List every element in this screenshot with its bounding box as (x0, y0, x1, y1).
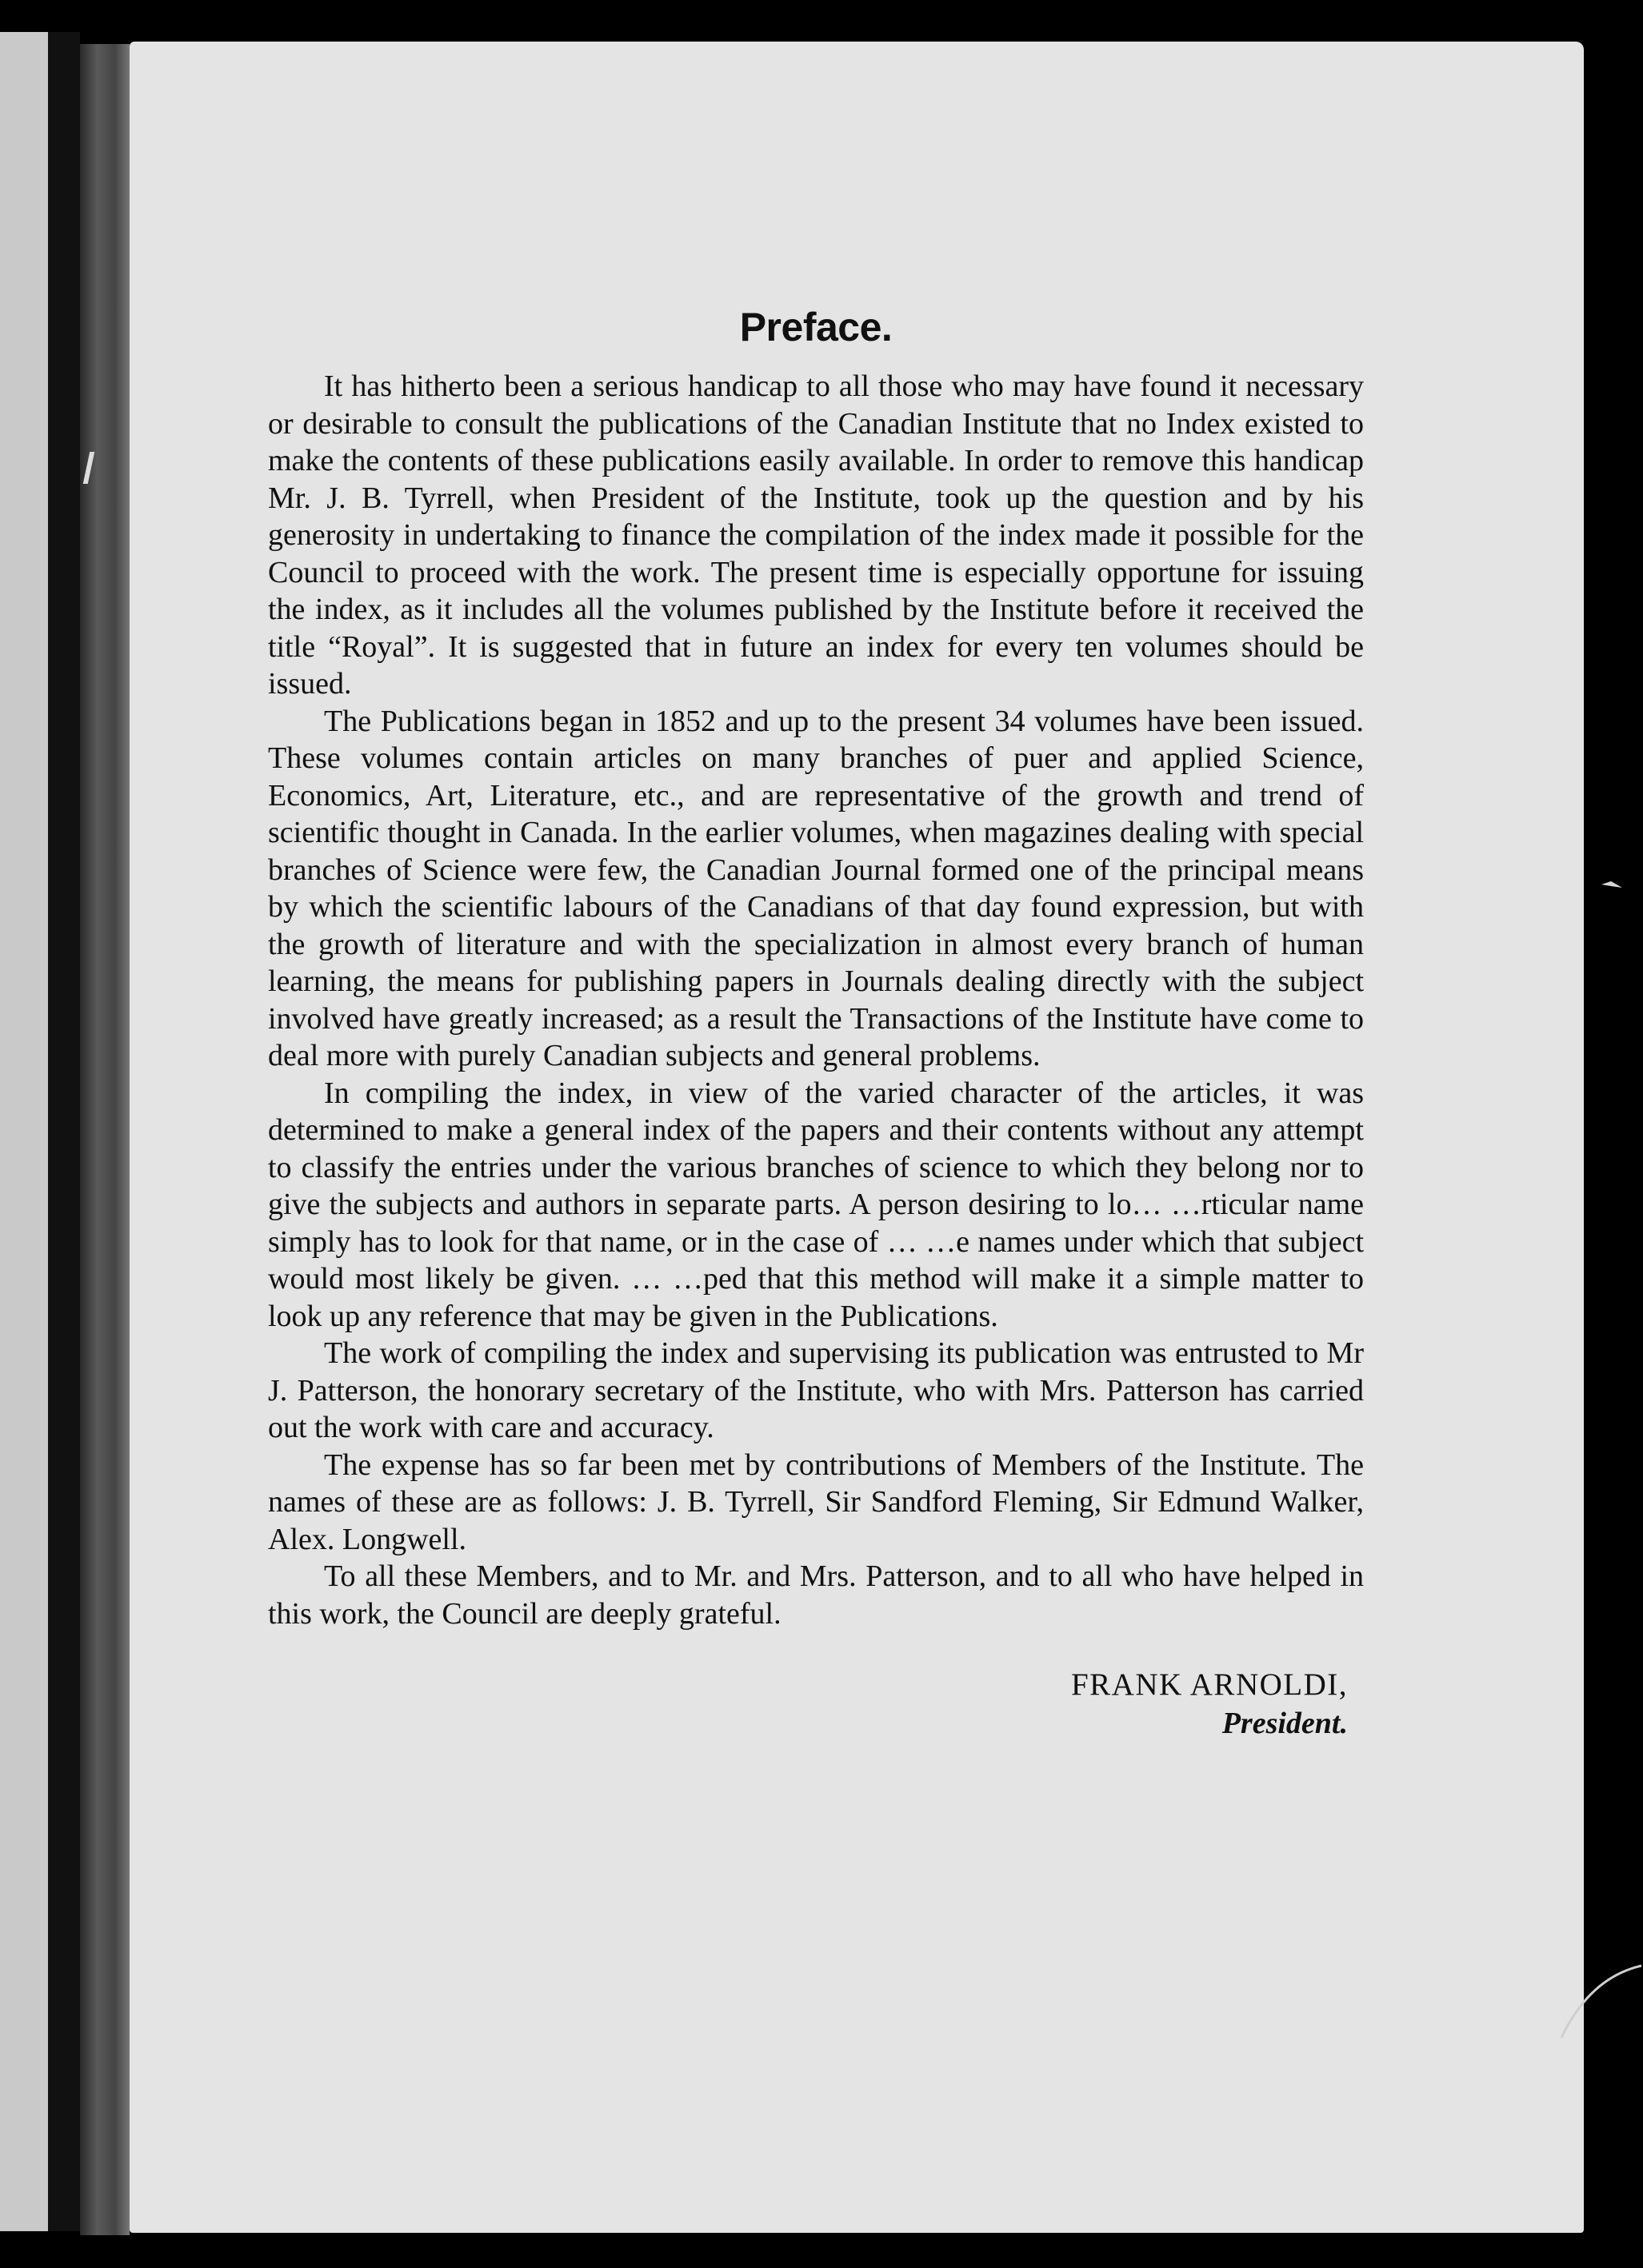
scan-artifact-mark (1600, 880, 1624, 889)
paragraph: To all these Members, and to Mr. and Mrs. Patterson, and to all who have helped in this work, the Council are deeply grateful. (268, 1559, 1364, 1631)
facing-page-edge (0, 32, 48, 2231)
book-binding (80, 44, 130, 2235)
preface-content (268, 304, 1364, 1743)
scan-artifact-curve (1560, 1959, 1643, 2039)
paragraph: The expense has so far been met by contributions of Members of the Institute. The names of these are as follows: J. B. Tyrrell, Sir Sandford Fleming, Sir Edmund Walker, Alex. Longwell. (268, 1447, 1364, 1556)
paragraph: The Publications began in 1852 and up to the present 34 volumes have been issued. These volumes contain articles on many branches of puer and applied Science, Economics, Art, Literature, etc., and are representative of the growth and trend of scientific thought in Canada. In the earlier volumes, when magazines dealing with special branches of Science were few, the Canadian Journal formed one of the principal means by which the scientific labours of the Canadians of that day found expression, but with the growth of literature and with the specialization in almost every branch of human learning, the means for publishing papers in Journals dealing directly with the subject involved have greatly increased; as a result the Transactions of the Institute have come to deal more with purely Canadian subjects and general problems. (268, 704, 1364, 1072)
signatory-title: President. (1221, 1707, 1348, 1740)
paragraph: The work of compiling the index and supervising its publication was entrusted to Mr J. Patterson, the honorary secretary of the Institute, who with Mrs. Patterson has carried out the work with care and accuracy. (268, 1336, 1364, 1444)
page-title: Preface. (739, 305, 893, 349)
paragraph: In compiling the index, in view of the varied character of the articles, it was determined to make a general index of the papers and their contents without any attempt to classify the entries under the various branches of science to which they belong nor to give the subjects and authors in separate parts. A person desiring to lo… …rticular name simply has to look for that name, or in the case of … …e names under which that subject would most likely be given. … …ped that this method will make it a simple matter to look up any reference that may be given in the Publications. (268, 1076, 1364, 1333)
signature-block (268, 1666, 1364, 1743)
gutter-shadow (48, 32, 80, 2231)
signatory-name: FRANK ARNOLDI, (1070, 1667, 1348, 1702)
paragraph: It has hitherto been a serious handicap to all those who may have found it necessary or desirable to consult the publications of the Canadian Institute that no Index existed to make the contents of these publications easily available. In order to remove this handicap Mr. J. B. Tyrrell, when President of the Institute, took up the question and by his generosity in undertaking to finance the compilation of the index made it possible for the Council to proceed with the work. The present time is especially opportune for issuing the index, as it includes all the volumes published by the Institute before it received the title “Royal”. It is suggested that in future an index for every ten volumes should be issued. (268, 369, 1364, 701)
